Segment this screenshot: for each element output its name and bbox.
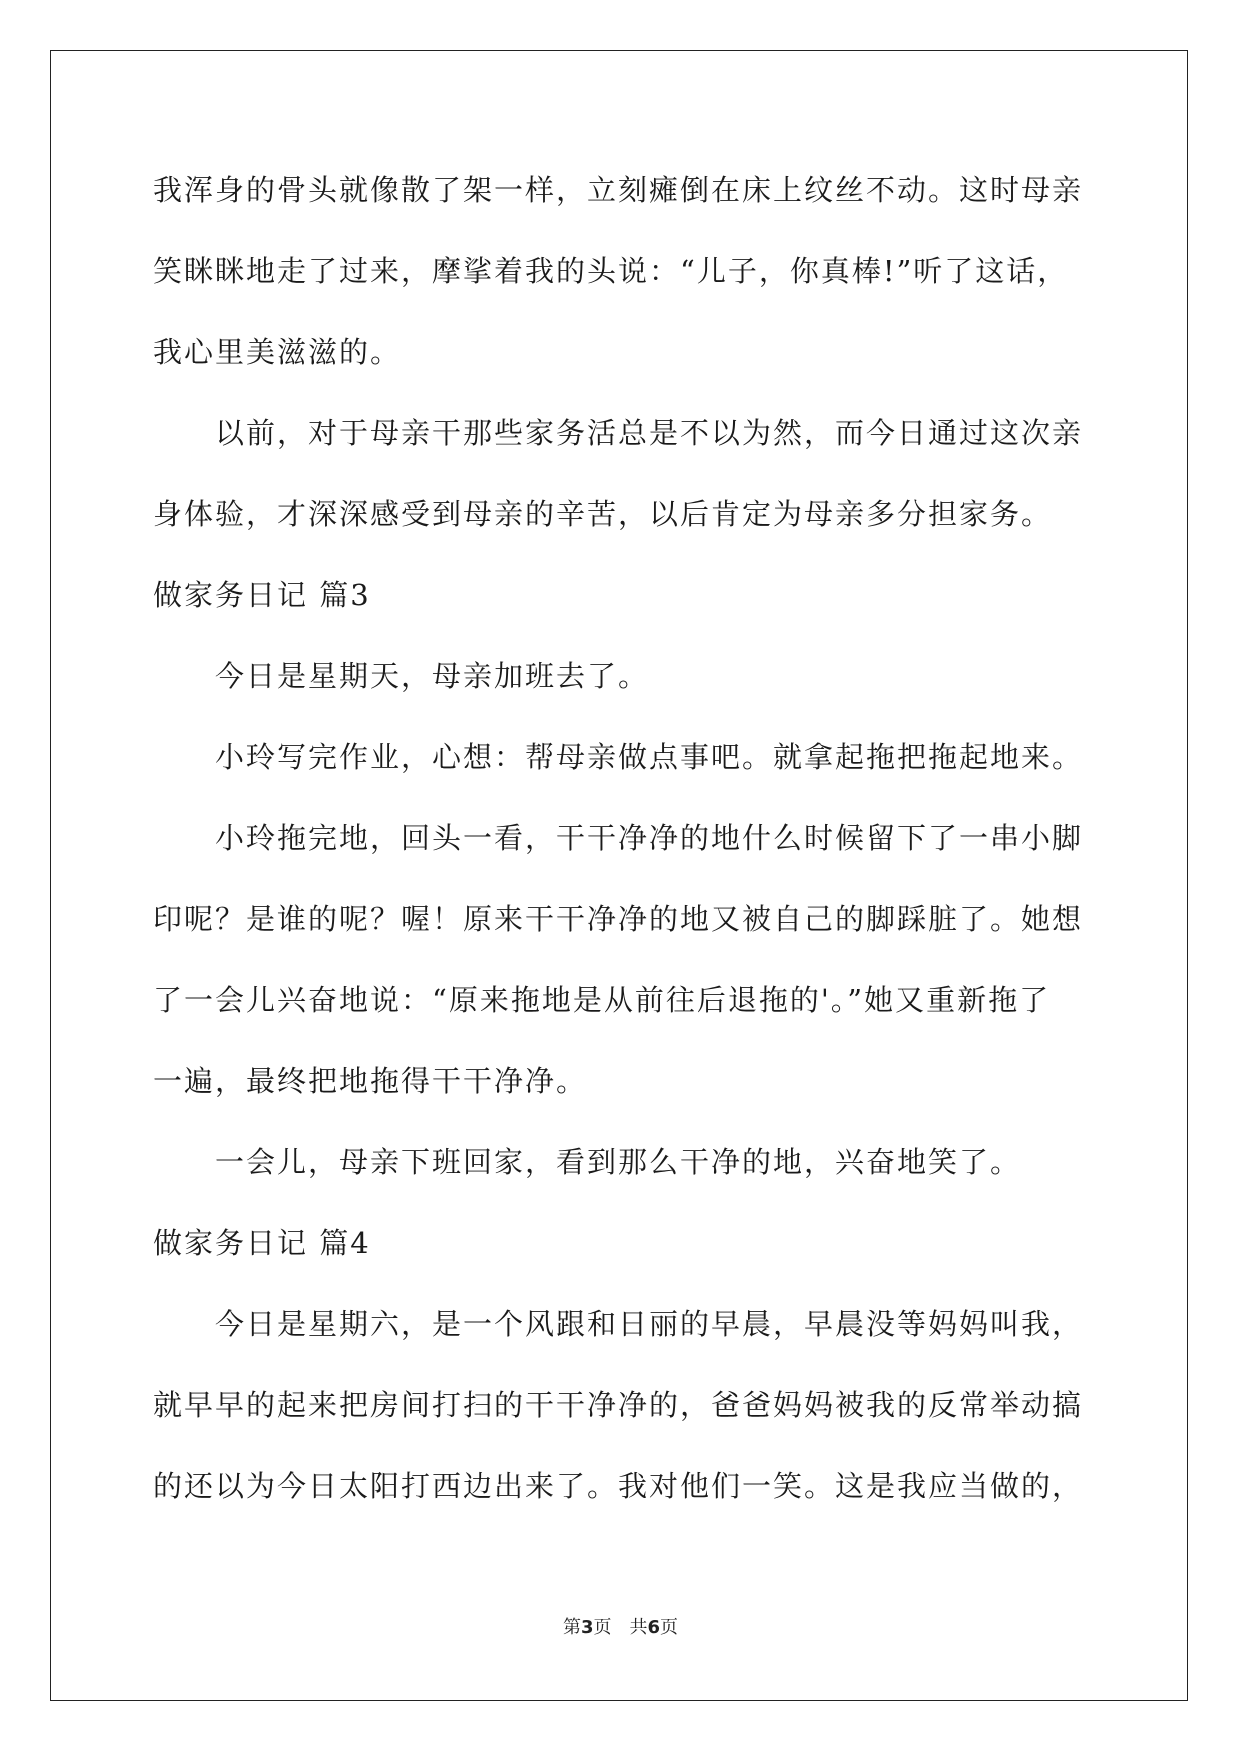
- document-body: [153, 150, 1098, 1527]
- paragraph-start: 今日是星期天，母亲加班去了。: [215, 659, 650, 693]
- section-heading: 做家务日记 篇3: [153, 578, 371, 612]
- section-heading: 做家务日记 篇4: [153, 1226, 371, 1260]
- total-page-number: 6: [647, 1617, 661, 1638]
- text-line: 身体验，才深深感受到母亲的辛苦，以后肯定为母亲多分担家务。: [153, 497, 1053, 531]
- paragraph-start: 以前，对于母亲干那些家务活总是不以为然，而今日通过这次亲: [215, 416, 1084, 450]
- text-line: 一遍，最终把地拖得干干净净。: [153, 1064, 588, 1098]
- text-line: 我心里美滋滋的。: [153, 335, 402, 369]
- text-line: 的还以为今日太阳打西边出来了。我对他们一笑。这是我应当做的，: [153, 1469, 1084, 1503]
- current-page-number: 3: [580, 1617, 594, 1638]
- text-line: 就早早的起来把房间打扫的干干净净的，爸爸妈妈被我的反常举动搞: [153, 1388, 1084, 1422]
- text-line: 笑眯眯地走了过来，摩挲着我的头说：“儿子，你真棒!”听了这话，: [153, 254, 1069, 288]
- text-line: 印呢？是谁的呢？喔！原来干干净净的地又被自己的脚踩脏了。她想: [153, 902, 1084, 936]
- text-line: 了一会儿兴奋地说：“原来拖地是从前往后退拖的'。”她又重新拖了: [153, 983, 1051, 1017]
- text-line: 我浑身的骨头就像散了架一样，立刻瘫倒在床上纹丝不动。这时母亲: [153, 173, 1084, 207]
- paragraph-start: 今日是星期六，是一个风跟和日丽的早晨，早晨没等妈妈叫我，: [215, 1307, 1084, 1341]
- paragraph-start: 一会儿，母亲下班回家，看到那么干净的地，兴奋地笑了。: [215, 1145, 1022, 1179]
- footer-suffix: 页: [660, 1617, 679, 1638]
- paragraph-start: 小玲写完作业，心想：帮母亲做点事吧。就拿起拖把拖起地来。: [215, 740, 1084, 774]
- footer-prefix: 第: [562, 1617, 581, 1638]
- footer-mid: 页 共: [593, 1617, 648, 1638]
- paragraph-start: 小玲拖完地，回头一看，干干净净的地什么时候留下了一串小脚: [215, 821, 1084, 855]
- page-footer: [0, 1613, 1241, 1639]
